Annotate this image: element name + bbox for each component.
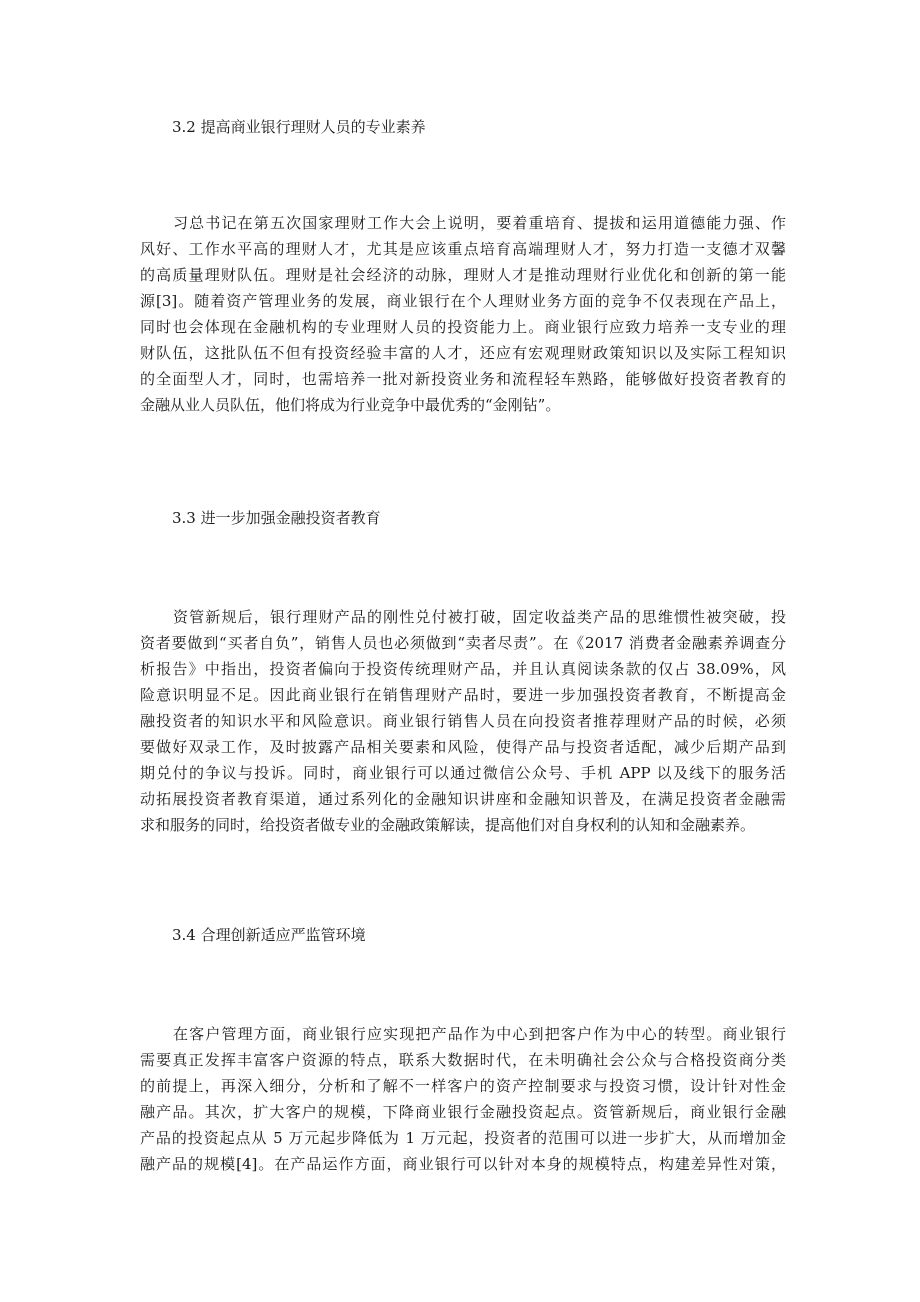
paragraph-line: 的高质量理财队伍。理财是社会经济的动脉，理财人才是推动理财行业优化和创新的第一能 bbox=[140, 266, 786, 284]
paragraph-line: 融产品。其次，扩大客户的规模，下降商业银行金融投资起点。资管新规后，商业银行金融 bbox=[140, 1103, 786, 1121]
paragraph-line: 期兑付的争议与投诉。同时，商业银行可以通过微信公众号、手机 APP 以及线下的服务活 bbox=[140, 764, 786, 782]
paragraph-line: 的全面型人才，同时，也需培养一批对新投资业务和流程轻车熟路，能够做好投资者教育的 bbox=[140, 370, 786, 388]
paragraph-line: 险意识明显不足。因此商业银行在销售理财产品时，要进一步加强投资者教育，不断提高金 bbox=[140, 686, 786, 704]
paragraph-line: 源[3]。随着资产管理业务的发展，商业银行在个人理财业务方面的竞争不仅表现在产品上， bbox=[140, 292, 786, 310]
paragraph-line: 金融从业人员队伍，他们将成为行业竞争中最优秀的“金刚钻”。 bbox=[140, 396, 561, 414]
paragraph-line: 析报告》中指出，投资者偏向于投资传统理财产品，并且认真阅读条款的仅占 38.09%，风 bbox=[140, 660, 786, 678]
paragraph-line: 风好、工作水平高的理财人才，尤其是应该重点培育高端理财人才，努力打造一支德才双馨 bbox=[140, 240, 786, 258]
paragraph-line: 财队伍，这批队伍不但有投资经验丰富的人才，还应有宏观理财政策知识以及实际工程知识 bbox=[140, 344, 786, 362]
section-heading-3-2: 3.2 提高商业银行理财人员的专业素养 bbox=[172, 118, 426, 136]
paragraph-line: 在客户管理方面，商业银行应实现把产品作为中心到把客户作为中心的转型。商业银行 bbox=[173, 1025, 786, 1043]
section-heading-3-4: 3.4 合理创新适应严监管环境 bbox=[172, 926, 366, 944]
paragraph-line: 需要真正发挥丰富客户资源的特点，联系大数据时代，在未明确社会公众与合格投资商分类 bbox=[140, 1051, 786, 1069]
paragraph-line: 资者要做到“买者自负”，销售人员也必须做到“卖者尽责”。在《2017 消费者金融素养调查分 bbox=[140, 634, 786, 652]
section-paragraph-3-4 bbox=[140, 1021, 786, 1177]
paragraph-line: 求和服务的同时，给投资者做专业的金融政策解读，提高他们对自身权利的认知和金融素养。 bbox=[140, 816, 756, 834]
paragraph-line: 要做好双录工作，及时披露产品相关要素和风险，使得产品与投资者适配，减少后期产品到 bbox=[140, 738, 786, 756]
paragraph-line: 融产品的规模[4]。在产品运作方面，商业银行可以针对本身的规模特点，构建差异性对策， bbox=[140, 1155, 786, 1173]
paragraph-line: 产品的投资起点从 5 万元起步降低为 1 万元起，投资者的范围可以进一步扩大，从而增加金 bbox=[140, 1129, 786, 1147]
paragraph-line: 同时也会体现在金融机构的专业理财人员的投资能力上。商业银行应致力培养一支专业的理 bbox=[140, 318, 786, 336]
paragraph-line: 融投资者的知识水平和风险意识。商业银行销售人员在向投资者推荐理财产品的时候，必须 bbox=[140, 712, 786, 730]
section-heading-3-3: 3.3 进一步加强金融投资者教育 bbox=[172, 509, 381, 527]
section-paragraph-3-3 bbox=[140, 604, 786, 838]
paragraph-line: 动拓展投资者教育渠道，通过系列化的金融知识讲座和金融知识普及，在满足投资者金融需 bbox=[140, 790, 786, 808]
paragraph-line: 的前提上，再深入细分，分析和了解不一样客户的资产控制要求与投资习惯，设计针对性金 bbox=[140, 1077, 786, 1095]
paragraph-line: 资管新规后，银行理财产品的刚性兑付被打破，固定收益类产品的思维惯性被突破，投 bbox=[173, 608, 786, 626]
section-paragraph-3-2 bbox=[140, 210, 786, 418]
paragraph-line: 习总书记在第五次国家理财工作大会上说明，要着重培育、提拔和运用道德能力强、作 bbox=[173, 214, 786, 232]
